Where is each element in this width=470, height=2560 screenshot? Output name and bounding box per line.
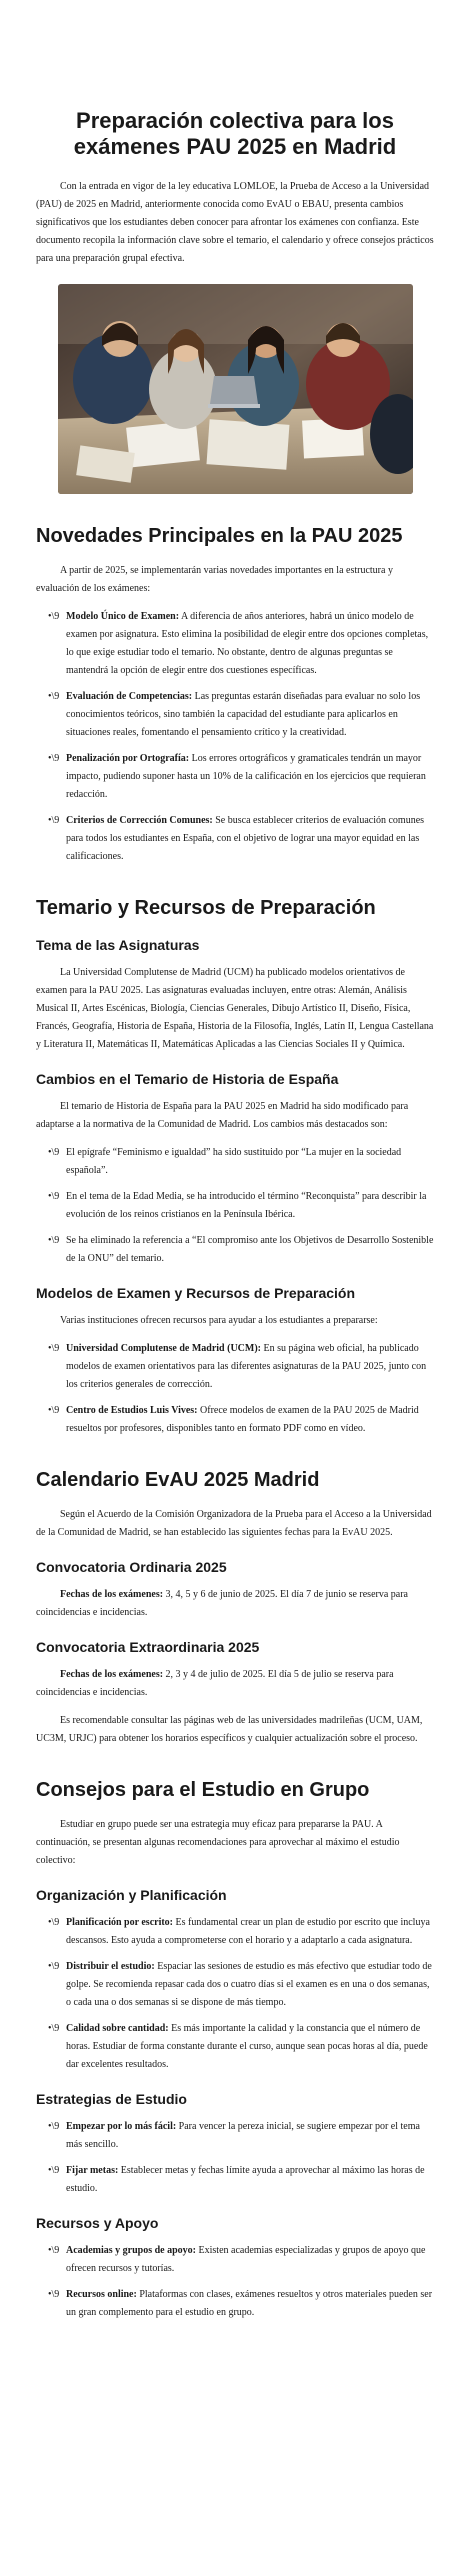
subheading-ordinaria: Convocatoria Ordinaria 2025 (36, 1559, 227, 1575)
bullet-glyph: •\9 (48, 2289, 60, 2300)
list-item (48, 1232, 434, 1268)
item-label: Criterios de Corrección Comunes: (66, 815, 213, 826)
list-item (48, 2118, 434, 2154)
ordinaria-paragraph (36, 1586, 434, 1622)
hero-photo (58, 284, 413, 494)
bullet-glyph: •\9 (48, 2121, 60, 2132)
modelos-list (36, 1340, 434, 1438)
item-text: Los errores ortográficos y gramaticales tendrán un mayor impacto, pudiendo suponer hasta un 10% de la calificación en los ejercicios que requieran redacción. (66, 753, 426, 800)
historia-paragraph: El temario de Historia de España para la PAU 2025 en Madrid ha sido modificado para adaptarse a la normativa de la Comunidad de Madrid. Los cambios más destacados son: (36, 1101, 409, 1130)
calendario-intro: Según el Acuerdo de la Comisión Organizadora de la Prueba para el Acceso a la Universidad de la Comunidad de Madrid, se han establecido las siguientes fechas para la EvAU 2025. (36, 1509, 432, 1538)
item-text: Espaciar las sesiones de estudio es más efectivo que estudiar todo de golpe. Se recomienda repasar cada dos o cuatro días si el examen es en una o dos semanas, o cada una o dos semanas si se dispone de más tiempo. (66, 1961, 432, 2008)
ordinaria-text: 3, 4, 5 y 6 de junio de 2025. El día 7 de junio se reserva para coincidencias e incidencias. (36, 1589, 408, 1618)
item-text: El epígrafe “Feminismo e igualdad” ha sido sustituido por “La mujer en la sociedad española”. (66, 1147, 402, 1176)
item-label: Fijar metas: (66, 2165, 119, 2176)
item-text: Existen academias especializadas y grupos de apoyo que ofrecen recursos y tutorías. (66, 2245, 426, 2274)
list-item (48, 608, 434, 680)
subheading-asignaturas: Tema de las Asignaturas (36, 937, 200, 953)
bullet-glyph: •\9 (48, 1343, 60, 1354)
item-label: Empezar por lo más fácil: (66, 2121, 177, 2132)
extraordinaria-paragraph (36, 1666, 434, 1702)
historia-list (36, 1144, 434, 1268)
novedades-intro: A partir de 2025, se implementarán varias novedades importantes en la estructura y evaluación de los exámenes: (36, 565, 393, 594)
item-label: Distribuir el estudio: (66, 1961, 155, 1972)
item-text: En su página web oficial, ha publicado modelos de examen orientativos para las diferentes asignaturas de la PAU 2025, junto con los criterios generales de corrección. (66, 1343, 427, 1390)
bullet-glyph: •\9 (48, 611, 60, 622)
subheading-extraordinaria: Convocatoria Extraordinaria 2025 (36, 1639, 260, 1655)
bullet-glyph: •\9 (48, 2165, 60, 2176)
bullet-glyph: •\9 (48, 691, 60, 702)
list-item (48, 1914, 434, 1950)
list-item (48, 1402, 434, 1438)
bullet-glyph: •\9 (48, 2245, 60, 2256)
item-label: Planificación por escrito: (66, 1917, 174, 1928)
list-item (48, 1958, 434, 2012)
bullet-glyph: •\9 (48, 753, 60, 764)
students-studying-photo-illustration (58, 284, 413, 494)
item-label: Centro de Estudios Luis Vives: (66, 1405, 198, 1416)
section-heading-novedades: Novedades Principales en la PAU 2025 (36, 525, 403, 547)
item-label: Academias y grupos de apoyo: (66, 2245, 197, 2256)
bullet-glyph: •\9 (48, 815, 60, 826)
list-item (48, 2162, 434, 2198)
subheading-organizacion: Organización y Planificación (36, 1887, 227, 1903)
item-text: A diferencia de años anteriores, habrá un único modelo de examen por asignatura. Esto elimina la posibilidad de elegir entre dos opciones completas, lo que exige estudiar todo el temario. No obstante, dentro de algunas preguntas se mantendrá la opción de elegir entre dos cuestiones específicas. (66, 611, 429, 676)
list-item (48, 2286, 434, 2322)
modelos-paragraph: Varias instituciones ofrecen recursos para ayudar a los estudiantes a prepararse: (60, 1315, 378, 1326)
subheading-estrategias: Estrategias de Estudio (36, 2091, 187, 2107)
intro-paragraph: Con la entrada en vigor de la ley educativa LOMLOE, la Prueba de Acceso a la Universidad (PAU) de 2025 en Madrid, anteriormente conocida como EvAU o EBAU, presenta cambios significativos que los estudiantes deben conocer para afrontar los exámenes con confianza. Este documento recopila la información clave sobre el temario, el calendario y ofrece consejos prácticos para una preparación grupal efectiva. (36, 181, 434, 264)
list-item (48, 2020, 434, 2074)
estrategias-list (36, 2118, 434, 2198)
item-text: Es más importante la calidad y la constancia que el número de horas. Estudiar de forma constante durante el curso, aunque sean pocas horas al día, puede dar excelentes resultados. (66, 2023, 428, 2070)
list-item (48, 812, 434, 866)
item-text: Se ha eliminado la referencia a “El compromiso ante los Objetivos de Desarrollo Sostenible de la ONU” del temario. (66, 1235, 434, 1264)
list-item (48, 1144, 434, 1180)
list-item (48, 2242, 434, 2278)
list-item (48, 1188, 434, 1224)
subheading-recursos: Recursos y Apoyo (36, 2215, 159, 2231)
section-heading-temario: Temario y Recursos de Preparación (36, 897, 376, 919)
item-label: Penalización por Ortografía: (66, 753, 190, 764)
consejos-intro: Estudiar en grupo puede ser una estrategia muy eficaz para prepararse la PAU. A continuación, se presentan algunas recomendaciones para aprovechar al máximo el estudio colectivo: (36, 1819, 400, 1866)
item-text: Establecer metas y fechas límite ayuda a aprovechar al máximo las horas de estudio. (66, 2165, 425, 2194)
item-text: Es fundamental crear un plan de estudio por escrito que incluya descansos. Esto ayuda a comprometerse con el horario y a adaptarlo a cada asignatura. (66, 1917, 430, 1946)
item-label: Universidad Complutense de Madrid (UCM): (66, 1343, 261, 1354)
list-item (48, 750, 434, 804)
bullet-glyph: •\9 (48, 1917, 60, 1928)
item-text: Para vencer la pereza inicial, se sugiere empezar por el tema más sencillo. (66, 2121, 420, 2150)
item-label: Evaluación de Competencias: (66, 691, 193, 702)
bullet-glyph: •\9 (48, 1191, 60, 1202)
document-title: Preparación colectiva para los exámenes PAU 2025 en Madrid (73, 108, 397, 159)
item-text: Las preguntas estarán diseñadas para evaluar no solo los conocimientos teóricos, sino también la capacidad del estudiante para aplicarlos en situaciones reales, fomentando el pensamiento crítico y la creatividad. (66, 691, 421, 738)
asignaturas-paragraph: La Universidad Complutense de Madrid (UCM) ha publicado modelos orientativos de examen para la PAU 2025. Las asignaturas evaluadas incluyen, entre otras: Alemán, Análisis Musical II, Artes Escénicas, Biología, Ciencias Generales, Dibujo Artístico II, Diseño, Física, Francés, Geografía, Historia de España, Historia de la Filosofía, Inglés, Latín II, Lengua Castellana y Literatura II, Matemáticas II, Matemáticas Aplicadas a las Ciencias Sociales II y Química. (36, 967, 434, 1050)
item-text: Ofrece modelos de examen de la PAU 2025 de Madrid resueltos por profesores, disponibles tanto en formato PDF como en vídeo. (66, 1405, 419, 1434)
item-label: Calidad sobre cantidad: (66, 2023, 169, 2034)
section-heading-calendario: Calendario EvAU 2025 Madrid (36, 1469, 320, 1491)
item-label: Modelo Único de Examen: (66, 611, 180, 622)
bullet-glyph: •\9 (48, 1235, 60, 1246)
item-text: Se busca establecer criterios de evaluación comunes para todos los estudiantes en España, con el objetivo de lograr una mayor equidad en las calificaciones. (66, 815, 425, 862)
extraordinaria-label: Fechas de los exámenes: (60, 1669, 164, 1680)
recursos-list (36, 2242, 434, 2322)
item-text: En el tema de la Edad Media, se ha introducido el término “Reconquista” para describir la evolución de los reinos cristianos en la Península Ibérica. (66, 1191, 427, 1220)
item-text: Plataformas con clases, exámenes resueltos y otros materiales pueden ser un gran complemento para el estudio en grupo. (66, 2289, 433, 2318)
section-heading-consejos: Consejos para el Estudio en Grupo (36, 1779, 370, 1801)
bullet-glyph: •\9 (48, 1147, 60, 1158)
bullet-glyph: •\9 (48, 1405, 60, 1416)
extraordinaria-text: 2, 3 y 4 de julio de 2025. El día 5 de julio se reserva para coincidencias e incidencias. (36, 1669, 394, 1698)
list-item (48, 1340, 434, 1394)
item-label: Recursos online: (66, 2289, 137, 2300)
calendario-note: Es recomendable consultar las páginas web de las universidades madrileñas (UCM, UAM, UC3M, URJC) para obtener los horarios específicos y cualquier actualización sobre el proceso. (36, 1715, 423, 1744)
bullet-glyph: •\9 (48, 2023, 60, 2034)
ordinaria-label: Fechas de los exámenes: (60, 1589, 164, 1600)
novedades-list (36, 608, 434, 866)
bullet-glyph: •\9 (48, 1961, 60, 1972)
subheading-modelos: Modelos de Examen y Recursos de Preparación (36, 1285, 356, 1301)
list-item (48, 688, 434, 742)
organizacion-list (36, 1914, 434, 2074)
subheading-historia: Cambios en el Temario de Historia de España (36, 1071, 339, 1087)
